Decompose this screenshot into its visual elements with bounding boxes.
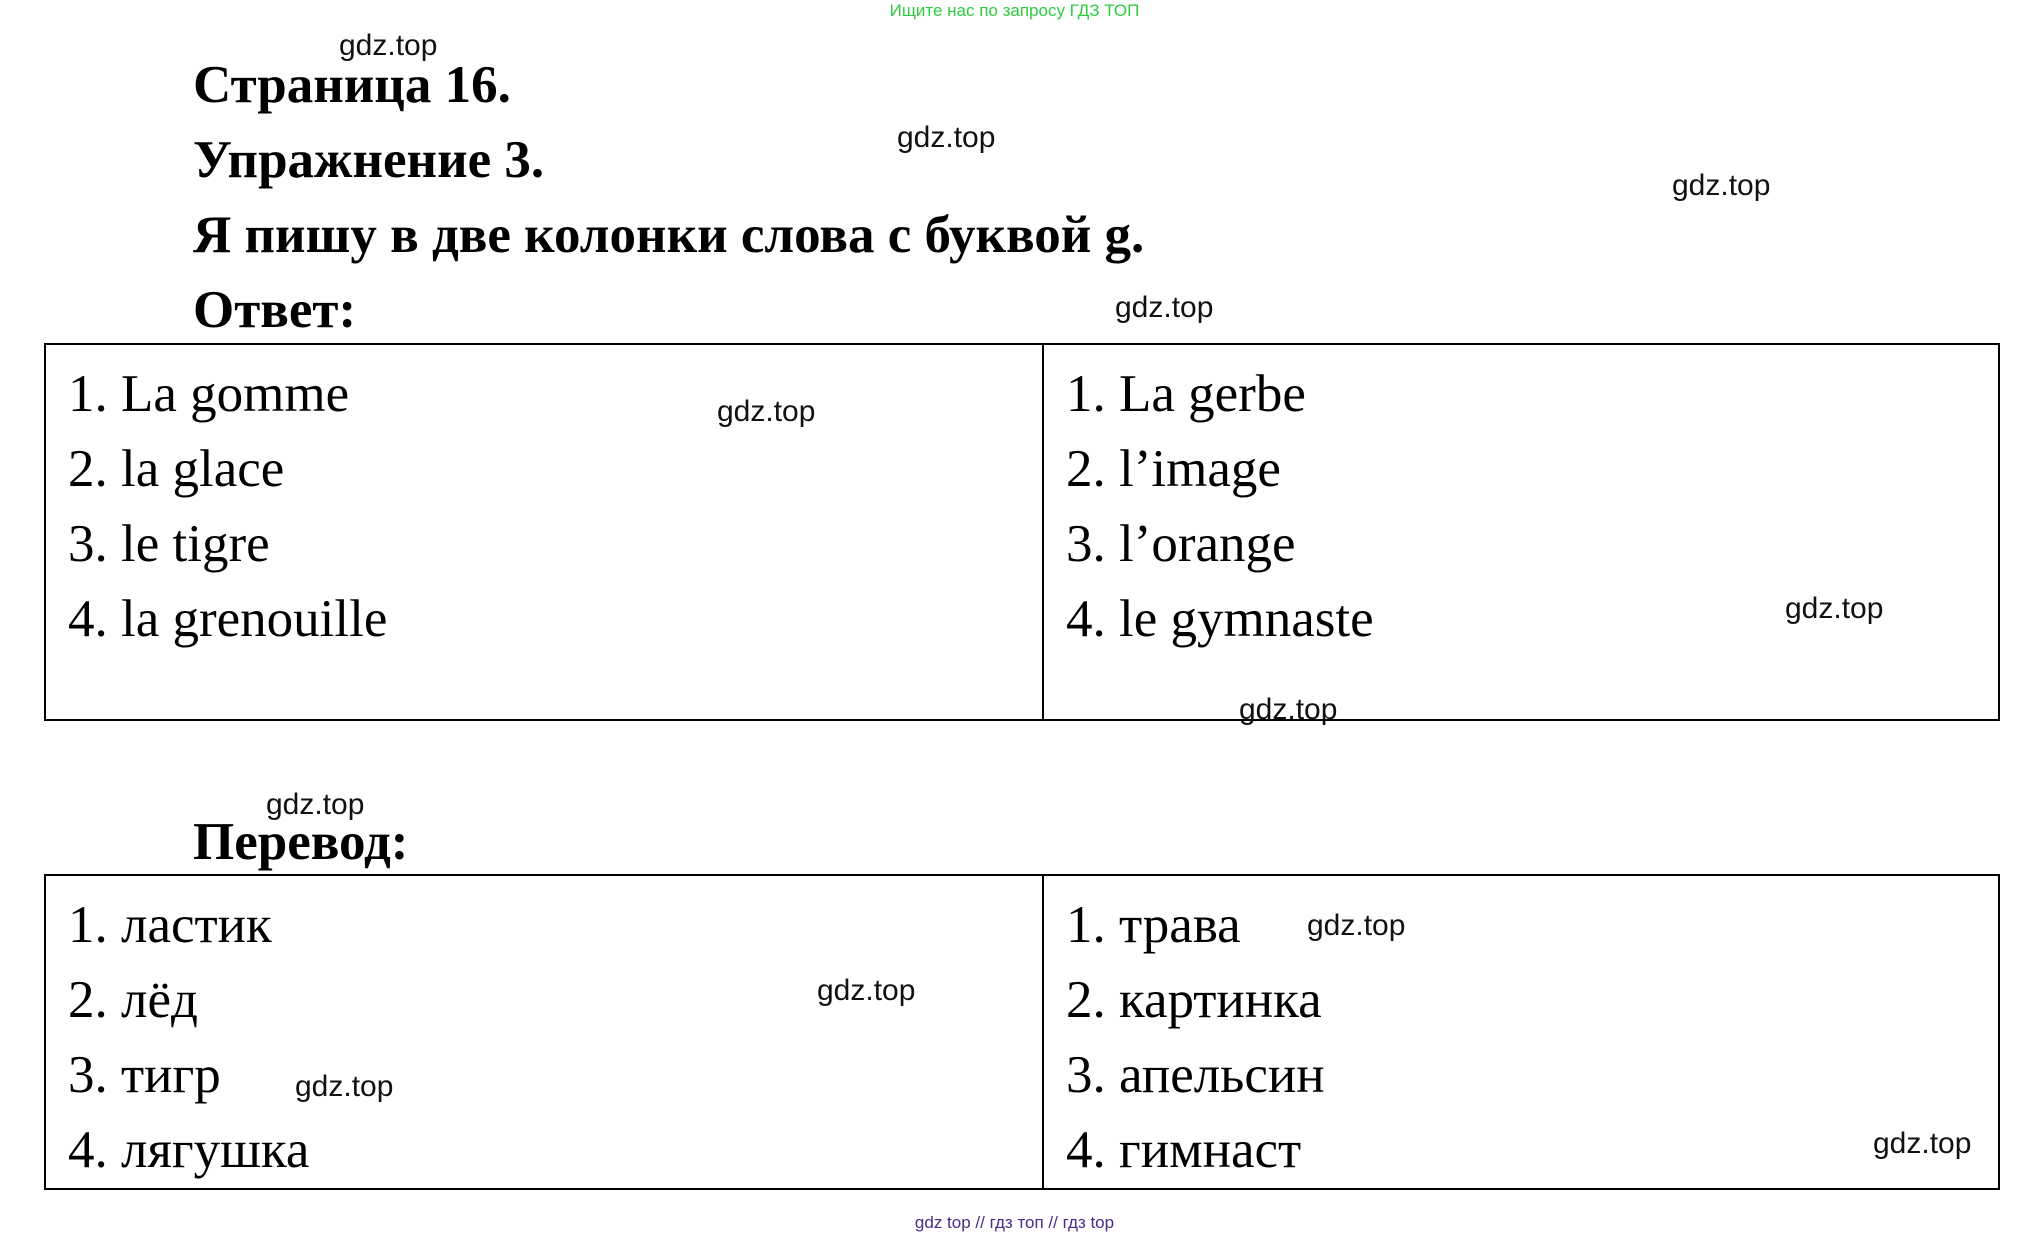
translation-item: 3. тигр <box>68 1046 221 1104</box>
translation-heading: Перевод: <box>193 813 409 871</box>
watermark: gdz.top <box>817 974 916 1007</box>
answer-item: 3. le tigre <box>68 515 270 573</box>
answer-item: 4. la grenouille <box>68 590 388 648</box>
translation-item: 1. трава <box>1066 896 1241 954</box>
watermark: gdz.top <box>897 121 996 154</box>
watermark: gdz.top <box>1785 592 1884 625</box>
answer-item: 2. la glace <box>68 440 285 498</box>
watermark: gdz.top <box>1115 291 1214 324</box>
answer-heading: Ответ: <box>193 281 357 339</box>
answer-item: 2. l’image <box>1066 440 1281 498</box>
watermark: gdz.top <box>1672 169 1771 202</box>
watermark: gdz.top <box>339 29 438 62</box>
watermark: gdz.top <box>717 395 816 428</box>
watermark: gdz.top <box>1307 909 1406 942</box>
translation-column-right <box>1043 875 1999 1189</box>
translation-item: 3. апельсин <box>1066 1046 1325 1104</box>
site-promo-note: Ищите нас по запросу ГДЗ ТОП <box>889 1 1140 20</box>
translation-item: 2. картинка <box>1066 971 1322 1029</box>
watermark: gdz.top <box>295 1070 394 1103</box>
translation-column-left <box>45 875 1043 1189</box>
exercise-title: Упражнение 3. <box>193 131 545 189</box>
answer-column-right <box>1043 344 1999 720</box>
watermark: gdz.top <box>1873 1127 1972 1160</box>
watermark: gdz.top <box>266 788 365 821</box>
answer-column-left <box>45 344 1043 720</box>
answer-item: 4. le gymnaste <box>1066 590 1374 648</box>
answer-table <box>44 343 2000 721</box>
translation-item: 1. ластик <box>68 896 272 954</box>
translation-item: 2. лёд <box>68 971 198 1029</box>
page-title: Страница 16. <box>193 56 511 114</box>
translation-item: 4. лягушка <box>68 1121 310 1179</box>
answer-item: 1. La gomme <box>68 365 350 423</box>
translation-item: 4. гимнаст <box>1066 1121 1302 1179</box>
translation-table <box>44 874 2000 1190</box>
answer-item: 1. La gerbe <box>1066 365 1306 423</box>
answer-item: 3. l’orange <box>1066 515 1296 573</box>
task-text: Я пишу в две колонки слова с буквой g. <box>193 206 1145 264</box>
site-footer-note: gdz top // гдз топ // гдз top <box>914 1213 1115 1232</box>
watermark: gdz.top <box>1239 693 1338 726</box>
